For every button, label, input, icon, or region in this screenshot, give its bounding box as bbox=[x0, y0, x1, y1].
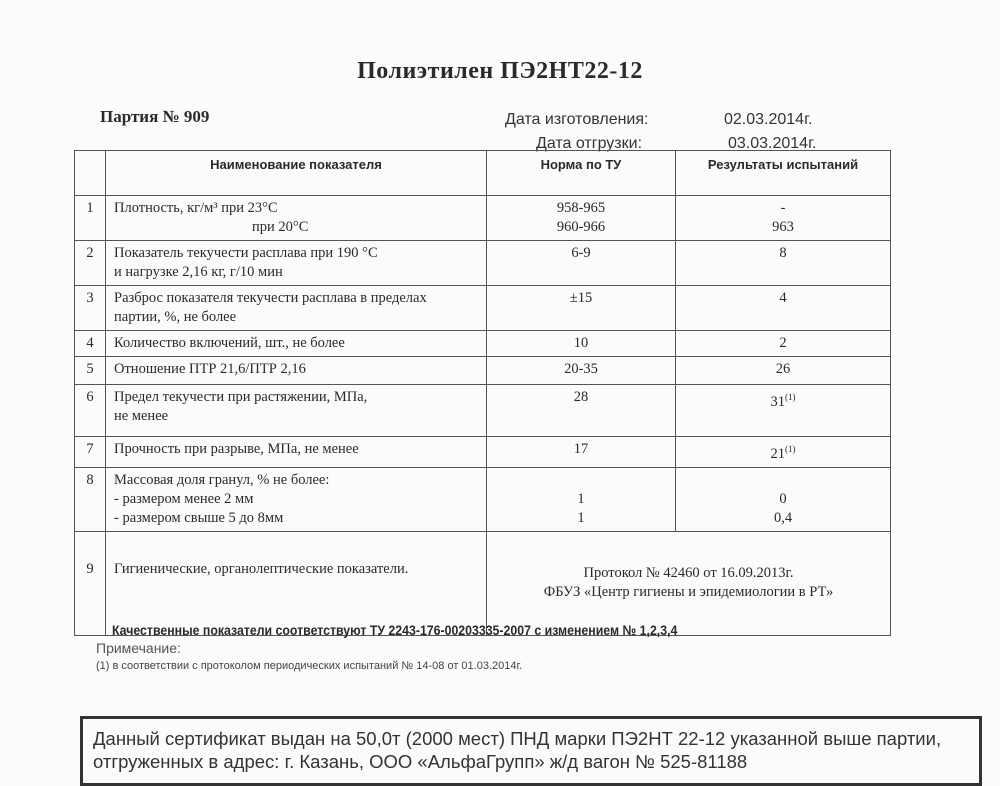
footnote-ref: (1) bbox=[785, 444, 796, 454]
name-line: - размером менее 2 мм bbox=[114, 490, 254, 507]
result-line: 963 bbox=[772, 219, 794, 235]
certificate-box bbox=[80, 716, 982, 786]
result-line: ФБУЗ «Центр гигиены и эпидемиологии в РТ» bbox=[543, 583, 834, 600]
row-norm: 6-9 bbox=[487, 241, 676, 286]
row-name bbox=[106, 467, 487, 531]
certificate-line: отгруженных в адрес: г. Казань, ООО «АльфаГрупп» ж/д вагон № 525-81188 bbox=[93, 751, 748, 772]
header-name: Наименование показателя bbox=[106, 151, 487, 196]
name-line: и нагрузке 2,16 кг, г/10 мин bbox=[114, 264, 283, 280]
compliance-statement: Качественные показатели соответствуют ТУ 2243-176-00203335-2007 с изменением № 1,2,3,4 bbox=[112, 622, 678, 638]
footnote-ref: (1) bbox=[785, 392, 796, 402]
result-line: 0,4 bbox=[773, 509, 793, 526]
result-line: Протокол № 42460 от 16.09.2013г. bbox=[583, 564, 794, 581]
name-line: Предел текучести при растяжении, МПа, bbox=[114, 389, 368, 405]
manufacture-date: 02.03.2014г. bbox=[724, 111, 813, 128]
name-line: Разброс показателя текучести расплава в пределах bbox=[114, 290, 427, 306]
name-line: партии, %, не более bbox=[114, 309, 237, 325]
table-row bbox=[75, 437, 891, 468]
result-value: 21 bbox=[770, 445, 785, 462]
row-number: 7 bbox=[75, 437, 106, 468]
row-norm bbox=[487, 467, 676, 531]
shipment-date: 03.03.2014г. bbox=[728, 135, 817, 152]
row-norm: 20-35 bbox=[487, 357, 676, 385]
table-header bbox=[75, 151, 891, 196]
result-line: - bbox=[780, 200, 786, 216]
row-result bbox=[676, 385, 891, 437]
row-name: Отношение ПТР 21,6/ПТР 2,16 bbox=[106, 357, 487, 385]
table-row bbox=[75, 241, 891, 286]
document-title: Полиэтилен ПЭ2НТ22-12 bbox=[357, 58, 643, 84]
norm-line: 958-965 bbox=[556, 200, 606, 216]
result-value: 31 bbox=[770, 393, 785, 410]
name-line: Показатель текучести расплава при 190 °С bbox=[114, 245, 378, 261]
row-name: Гигиенические, органолептические показатели. bbox=[106, 531, 487, 635]
row-result: 4 bbox=[676, 286, 891, 331]
norm-line: 1 bbox=[577, 509, 585, 526]
row-result: 26 bbox=[676, 357, 891, 385]
row-number: 1 bbox=[75, 196, 106, 241]
row-number: 6 bbox=[75, 385, 106, 437]
row-number: 8 bbox=[75, 467, 106, 531]
table-row bbox=[75, 467, 891, 531]
shipment-label: Дата отгрузки: bbox=[536, 135, 643, 152]
norm-line: 960-966 bbox=[556, 219, 606, 235]
name-line: Массовая доля гранул, % не более: bbox=[114, 471, 330, 488]
batch-number: Партия № 909 bbox=[100, 107, 210, 126]
table-row bbox=[75, 331, 891, 357]
row-result: 8 bbox=[676, 241, 891, 286]
table-row bbox=[75, 385, 891, 437]
header-number bbox=[75, 151, 106, 196]
header-result: Результаты испытаний bbox=[676, 151, 891, 196]
row-norm: ±15 bbox=[487, 286, 676, 331]
row-norm: 10 bbox=[487, 331, 676, 357]
table-row bbox=[75, 196, 891, 241]
name-line: - размером свыше 5 до 8мм bbox=[114, 509, 284, 526]
row-result bbox=[676, 196, 891, 241]
row-name bbox=[106, 241, 487, 286]
row-result: 2 bbox=[676, 331, 891, 357]
row-result bbox=[676, 437, 891, 468]
norm-line: 1 bbox=[577, 490, 585, 507]
row-number: 5 bbox=[75, 357, 106, 385]
row-name: Количество включений, шт., не более bbox=[106, 331, 487, 357]
row-number: 3 bbox=[75, 286, 106, 331]
row-name: Прочность при разрыве, МПа, не менее bbox=[106, 437, 487, 468]
certificate-line: Данный сертификат выдан на 50,0т (2000 мест) ПНД марки ПЭ2НТ 22-12 указанной выше партии, bbox=[93, 728, 942, 749]
row-norm bbox=[487, 196, 676, 241]
note-label: Примечание: bbox=[96, 640, 181, 656]
row-result bbox=[676, 467, 891, 531]
result-line: 0 bbox=[779, 490, 787, 507]
name-line: Плотность, кг/м³ при 23°С bbox=[114, 200, 278, 216]
name-line: при 20°С bbox=[252, 219, 309, 235]
row-number: 4 bbox=[75, 331, 106, 357]
table-row bbox=[75, 531, 891, 635]
row-number: 9 bbox=[75, 531, 106, 635]
row-name bbox=[106, 385, 487, 437]
header-norm: Норма по ТУ bbox=[487, 151, 676, 196]
table-row bbox=[75, 357, 891, 385]
row-norm: 17 bbox=[487, 437, 676, 468]
row-name bbox=[106, 196, 487, 241]
properties-table bbox=[74, 150, 891, 636]
name-line: не менее bbox=[114, 408, 169, 424]
row-norm: 28 bbox=[487, 385, 676, 437]
footnote: (1) в соответствии с протоколом периодических испытаний № 14-08 от 01.03.2014г. bbox=[96, 660, 523, 672]
manufacture-label: Дата изготовления: bbox=[505, 111, 649, 128]
table-row bbox=[75, 286, 891, 331]
row-number: 2 bbox=[75, 241, 106, 286]
row-name bbox=[106, 286, 487, 331]
row-result bbox=[487, 531, 891, 635]
